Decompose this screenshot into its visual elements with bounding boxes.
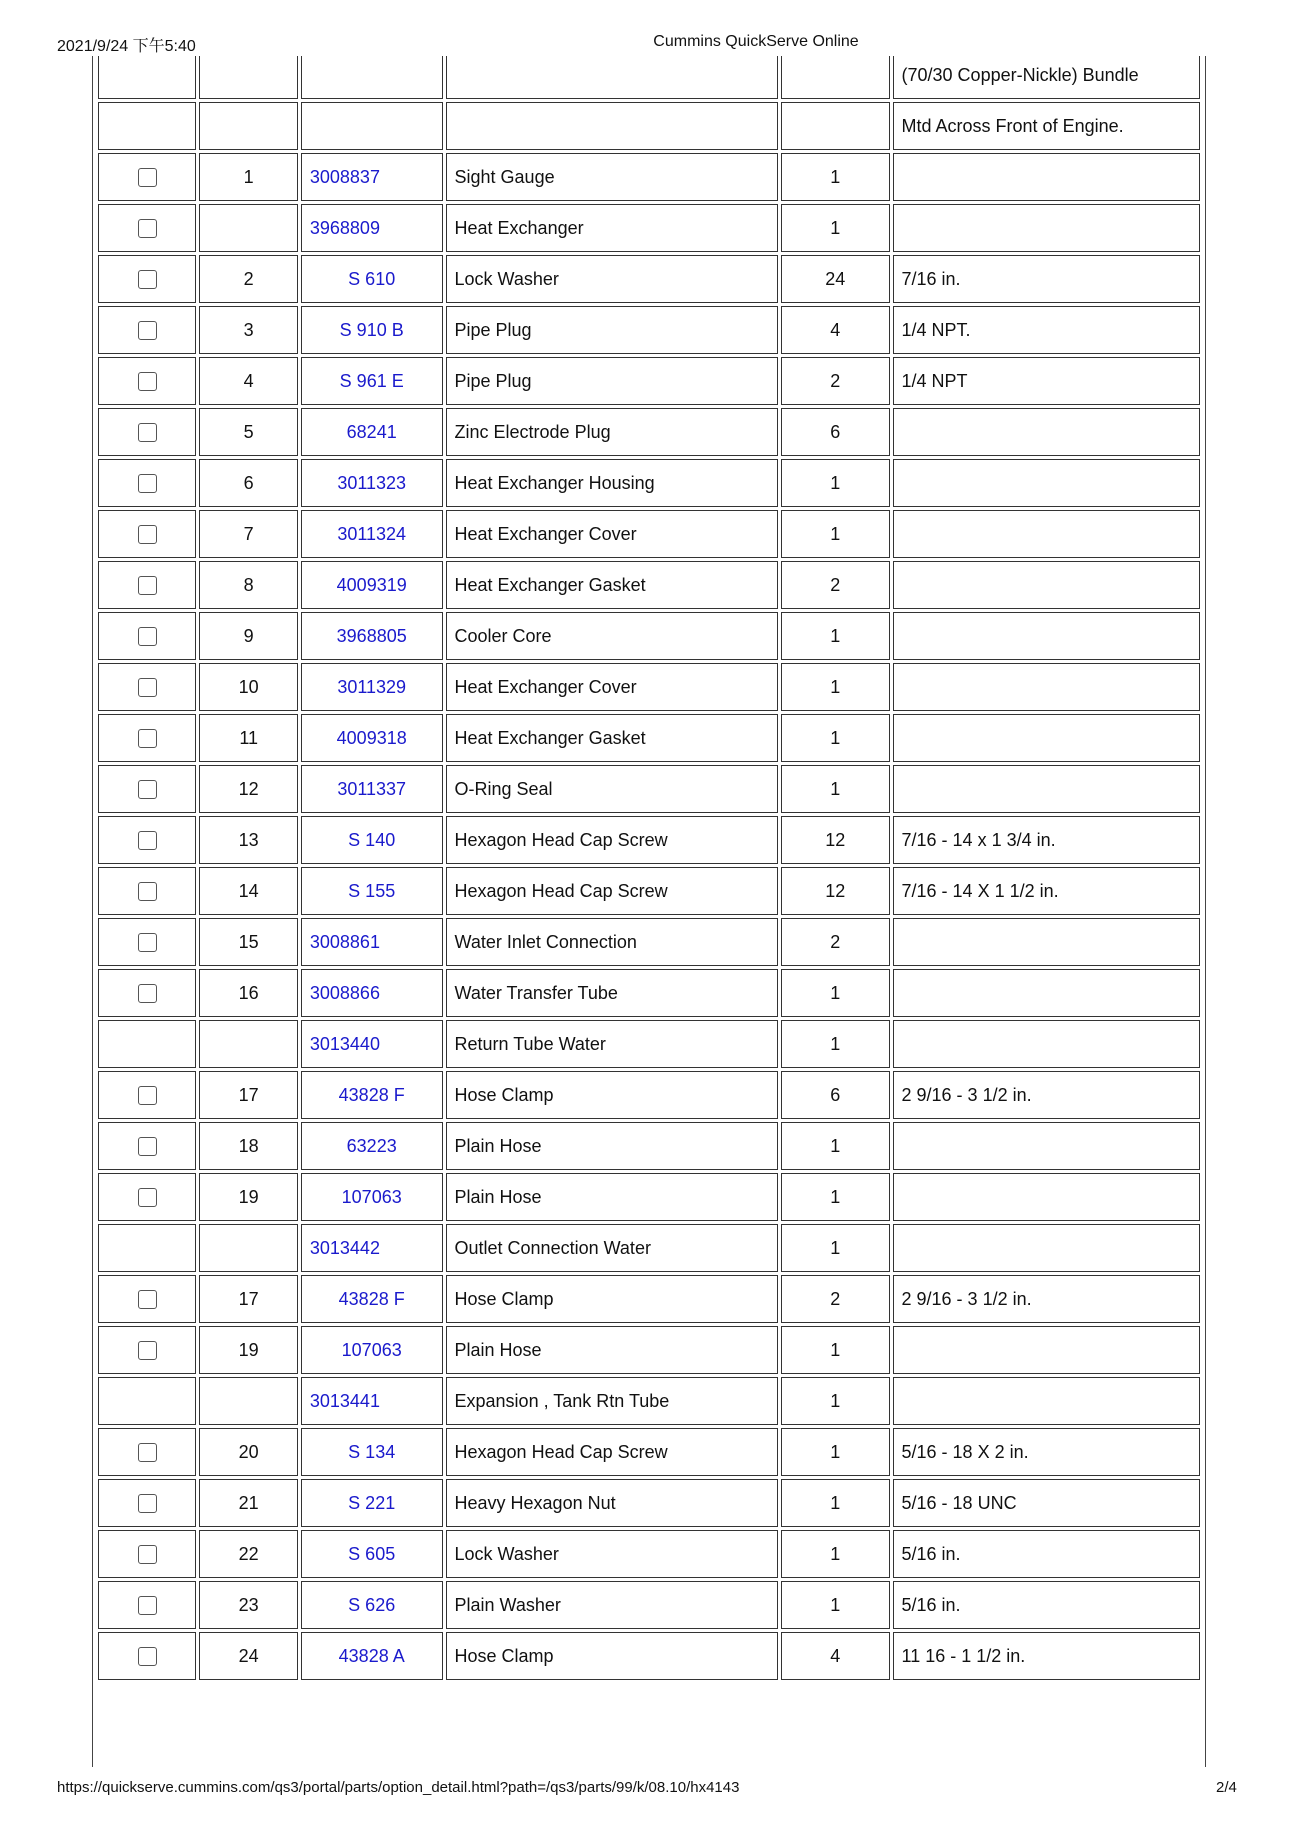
notes (893, 714, 1200, 762)
part-number-link[interactable]: 43828 F (338, 1084, 405, 1105)
ref-number: 10 (199, 663, 297, 711)
quantity: 1 (781, 612, 889, 660)
part-number-link[interactable]: 3013442 (309, 1237, 380, 1258)
part-number-cell (301, 510, 443, 558)
ref-number: 5 (199, 408, 297, 456)
part-name: Hexagon Head Cap Screw (446, 1428, 779, 1476)
ref-number: 7 (199, 510, 297, 558)
select-cell (98, 1173, 196, 1221)
notes (893, 408, 1200, 456)
table-row (98, 1275, 1200, 1323)
part-number-link[interactable]: 3013440 (309, 1033, 380, 1054)
table-row (98, 765, 1200, 813)
select-checkbox[interactable] (138, 1494, 157, 1513)
quantity: 1 (781, 204, 889, 252)
part-number-cell (301, 1326, 443, 1374)
quantity: 1 (781, 1224, 889, 1272)
notes: 7/16 - 14 x 1 3/4 in. (893, 816, 1200, 864)
part-number-link[interactable]: S 221 (348, 1492, 396, 1513)
table-row (98, 1173, 1200, 1221)
table-row (98, 714, 1200, 762)
part-number-cell (301, 1122, 443, 1170)
part-number-cell (301, 1479, 443, 1527)
part-number-cell (301, 1377, 443, 1425)
notes (893, 1377, 1200, 1425)
select-checkbox[interactable] (138, 1443, 157, 1462)
part-number-cell (301, 1071, 443, 1119)
ref-number: 16 (199, 969, 297, 1017)
parts-table (95, 56, 1203, 1683)
part-number-cell (301, 1632, 443, 1680)
notes (893, 153, 1200, 201)
part-number-cell (301, 102, 443, 150)
notes: 5/16 - 18 X 2 in. (893, 1428, 1200, 1476)
select-cell (98, 357, 196, 405)
ref-number: 12 (199, 765, 297, 813)
part-name: Return Tube Water (446, 1020, 779, 1068)
part-name: Water Transfer Tube (446, 969, 779, 1017)
quantity: 1 (781, 663, 889, 711)
select-cell (98, 1122, 196, 1170)
part-number-cell (301, 255, 443, 303)
part-name (446, 56, 779, 99)
notes: 2 9/16 - 3 1/2 in. (893, 1071, 1200, 1119)
select-cell (98, 102, 196, 150)
part-number-link[interactable]: 63223 (346, 1135, 397, 1156)
quantity: 1 (781, 1530, 889, 1578)
ref-number: 20 (199, 1428, 297, 1476)
ref-number: 11 (199, 714, 297, 762)
print-datetime: 2021/9/24 下午5:40 (57, 38, 196, 55)
notes: (70/30 Copper-Nickle) Bundle (893, 56, 1200, 99)
table-row (98, 408, 1200, 456)
select-cell (98, 918, 196, 966)
table-row (98, 1632, 1200, 1680)
select-checkbox[interactable] (138, 1341, 157, 1360)
ref-number: 19 (199, 1326, 297, 1374)
part-number-link[interactable]: 3013441 (309, 1390, 380, 1411)
select-cell (98, 1479, 196, 1527)
table-row (98, 1071, 1200, 1119)
quantity: 1 (781, 765, 889, 813)
quantity: 2 (781, 1275, 889, 1323)
part-number-cell (301, 1428, 443, 1476)
ref-number: 8 (199, 561, 297, 609)
select-cell (98, 306, 196, 354)
select-cell (98, 663, 196, 711)
notes (893, 1224, 1200, 1272)
select-cell (98, 408, 196, 456)
select-cell (98, 969, 196, 1017)
part-name (446, 102, 779, 150)
part-number-link[interactable]: 3008866 (309, 982, 380, 1003)
notes: Mtd Across Front of Engine. (893, 102, 1200, 150)
notes (893, 1173, 1200, 1221)
part-name: Plain Hose (446, 1122, 779, 1170)
part-name: Sight Gauge (446, 153, 779, 201)
ref-number: 18 (199, 1122, 297, 1170)
part-number-cell (301, 56, 443, 99)
part-name: Hose Clamp (446, 1632, 779, 1680)
notes (893, 765, 1200, 813)
select-checkbox[interactable] (138, 1290, 157, 1309)
part-number-link[interactable]: 43828 A (338, 1645, 405, 1666)
part-number-link[interactable]: 43828 F (338, 1288, 405, 1309)
ref-number: 13 (199, 816, 297, 864)
part-name: Plain Hose (446, 1326, 779, 1374)
table-row (98, 306, 1200, 354)
notes (893, 510, 1200, 558)
select-checkbox[interactable] (138, 1086, 157, 1105)
table-row (98, 1377, 1200, 1425)
part-name: Heat Exchanger Gasket (446, 561, 779, 609)
select-cell (98, 867, 196, 915)
select-cell (98, 1581, 196, 1629)
select-checkbox[interactable] (138, 474, 157, 493)
ref-number (199, 1020, 297, 1068)
select-cell (98, 1326, 196, 1374)
select-cell (98, 56, 196, 99)
ref-number: 17 (199, 1275, 297, 1323)
part-number-link[interactable]: 3011329 (337, 676, 407, 697)
quantity: 1 (781, 1581, 889, 1629)
part-number-link[interactable]: S 155 (348, 880, 396, 901)
ref-number: 15 (199, 918, 297, 966)
page-number: 2/4 (1216, 1779, 1237, 1796)
select-cell (98, 1071, 196, 1119)
part-name: Cooler Core (446, 612, 779, 660)
part-name: Plain Hose (446, 1173, 779, 1221)
notes: 5/16 in. (893, 1530, 1200, 1578)
select-checkbox[interactable] (138, 678, 157, 697)
part-name: Hexagon Head Cap Screw (446, 867, 779, 915)
part-number-cell (301, 561, 443, 609)
select-checkbox[interactable] (138, 1188, 157, 1207)
part-number-link[interactable]: 3008861 (309, 931, 380, 952)
table-row (98, 1122, 1200, 1170)
select-cell (98, 1428, 196, 1476)
part-number-link[interactable]: 3011337 (337, 778, 407, 799)
part-name: Zinc Electrode Plug (446, 408, 779, 456)
table-row (98, 1530, 1200, 1578)
part-number-cell (301, 714, 443, 762)
ref-number: 23 (199, 1581, 297, 1629)
part-name: Heat Exchanger Cover (446, 663, 779, 711)
select-checkbox[interactable] (138, 525, 157, 544)
part-number-cell (301, 357, 443, 405)
select-cell (98, 1224, 196, 1272)
part-number-cell (301, 153, 443, 201)
notes (893, 204, 1200, 252)
part-name: Water Inlet Connection (446, 918, 779, 966)
ref-number (199, 204, 297, 252)
select-checkbox[interactable] (138, 423, 157, 442)
quantity: 1 (781, 1173, 889, 1221)
part-name: Heat Exchanger Gasket (446, 714, 779, 762)
select-checkbox[interactable] (138, 882, 157, 901)
quantity (781, 102, 889, 150)
quantity: 1 (781, 1428, 889, 1476)
quantity: 1 (781, 1377, 889, 1425)
part-name: Plain Washer (446, 1581, 779, 1629)
table-row (98, 612, 1200, 660)
notes (893, 1326, 1200, 1374)
quantity: 1 (781, 1326, 889, 1374)
parts-table-container (92, 56, 1206, 1767)
notes (893, 663, 1200, 711)
quantity: 24 (781, 255, 889, 303)
select-checkbox[interactable] (138, 831, 157, 850)
part-name: Expansion , Tank Rtn Tube (446, 1377, 779, 1425)
part-name: Heat Exchanger Cover (446, 510, 779, 558)
part-number-cell (301, 459, 443, 507)
select-checkbox[interactable] (138, 219, 157, 238)
table-row (98, 459, 1200, 507)
part-number-link[interactable]: 107063 (341, 1339, 402, 1360)
table-row (98, 816, 1200, 864)
part-number-cell (301, 1581, 443, 1629)
part-number-link[interactable]: S 134 (348, 1441, 396, 1462)
ref-number: 17 (199, 1071, 297, 1119)
part-number-link[interactable]: 4009319 (336, 574, 407, 595)
part-number-cell (301, 612, 443, 660)
select-cell (98, 765, 196, 813)
part-name: Pipe Plug (446, 357, 779, 405)
quantity: 2 (781, 918, 889, 966)
ref-number: 24 (199, 1632, 297, 1680)
notes: 1/4 NPT (893, 357, 1200, 405)
part-name: Pipe Plug (446, 306, 779, 354)
part-number-link[interactable]: S 910 B (339, 319, 404, 340)
quantity: 12 (781, 816, 889, 864)
table-row (98, 56, 1200, 99)
part-number-cell (301, 204, 443, 252)
quantity: 4 (781, 306, 889, 354)
select-cell (98, 714, 196, 762)
table-row (98, 561, 1200, 609)
select-cell (98, 1632, 196, 1680)
notes (893, 612, 1200, 660)
quantity: 2 (781, 357, 889, 405)
notes: 5/16 - 18 UNC (893, 1479, 1200, 1527)
ref-number: 9 (199, 612, 297, 660)
ref-number (199, 56, 297, 99)
select-cell (98, 1020, 196, 1068)
select-checkbox[interactable] (138, 168, 157, 187)
part-number-link[interactable]: 3011323 (337, 472, 407, 493)
table-row (98, 153, 1200, 201)
part-number-link[interactable]: S 140 (348, 829, 396, 850)
table-row (98, 663, 1200, 711)
quantity: 4 (781, 1632, 889, 1680)
table-row (98, 1479, 1200, 1527)
part-name: Heat Exchanger (446, 204, 779, 252)
ref-number: 22 (199, 1530, 297, 1578)
select-cell (98, 561, 196, 609)
part-number-cell (301, 306, 443, 354)
ref-number: 1 (199, 153, 297, 201)
quantity (781, 56, 889, 99)
part-name: O-Ring Seal (446, 765, 779, 813)
notes (893, 459, 1200, 507)
part-number-cell (301, 1275, 443, 1323)
ref-number (199, 1224, 297, 1272)
select-cell (98, 204, 196, 252)
select-cell (98, 1377, 196, 1425)
part-number-cell (301, 816, 443, 864)
quantity: 1 (781, 459, 889, 507)
table-row (98, 1581, 1200, 1629)
table-row (98, 1428, 1200, 1476)
table-row (98, 357, 1200, 405)
quantity: 1 (781, 1122, 889, 1170)
part-number-cell (301, 918, 443, 966)
notes (893, 1122, 1200, 1170)
ref-number: 6 (199, 459, 297, 507)
part-name: Outlet Connection Water (446, 1224, 779, 1272)
notes: 11 16 - 1 1/2 in. (893, 1632, 1200, 1680)
select-checkbox[interactable] (138, 321, 157, 340)
select-cell (98, 612, 196, 660)
ref-number: 19 (199, 1173, 297, 1221)
select-checkbox[interactable] (138, 627, 157, 646)
part-name: Heat Exchanger Housing (446, 459, 779, 507)
part-number-cell (301, 663, 443, 711)
select-checkbox[interactable] (138, 576, 157, 595)
table-row (98, 1326, 1200, 1374)
page-title: Cummins QuickServe Online (653, 33, 859, 50)
part-number-link[interactable]: S 605 (348, 1543, 396, 1564)
quantity: 6 (781, 408, 889, 456)
select-cell (98, 153, 196, 201)
quantity: 2 (781, 561, 889, 609)
table-row (98, 102, 1200, 150)
select-checkbox[interactable] (138, 1647, 157, 1666)
select-checkbox[interactable] (138, 780, 157, 799)
notes (893, 969, 1200, 1017)
select-checkbox[interactable] (138, 729, 157, 748)
notes (893, 918, 1200, 966)
part-number-cell (301, 867, 443, 915)
part-name: Hexagon Head Cap Screw (446, 816, 779, 864)
notes: 7/16 in. (893, 255, 1200, 303)
part-number-link[interactable]: S 626 (348, 1594, 396, 1615)
quantity: 1 (781, 714, 889, 762)
part-number-link[interactable]: 3008837 (309, 166, 380, 187)
part-number-cell (301, 765, 443, 813)
ref-number: 4 (199, 357, 297, 405)
table-row (98, 1224, 1200, 1272)
part-name: Hose Clamp (446, 1071, 779, 1119)
notes: 1/4 NPT. (893, 306, 1200, 354)
select-checkbox[interactable] (138, 1137, 157, 1156)
quantity: 1 (781, 1020, 889, 1068)
part-name: Hose Clamp (446, 1275, 779, 1323)
page-url: https://quickserve.cummins.com/qs3/portal/parts/option_detail.html?path=/qs3/parts/99/k/08.10/hx4143 (57, 1779, 740, 1796)
part-number-link[interactable]: 3968809 (309, 217, 380, 238)
select-checkbox[interactable] (138, 372, 157, 391)
notes: 5/16 in. (893, 1581, 1200, 1629)
quantity: 1 (781, 153, 889, 201)
ref-number (199, 1377, 297, 1425)
part-number-cell (301, 1173, 443, 1221)
ref-number: 2 (199, 255, 297, 303)
ref-number (199, 102, 297, 150)
table-row (98, 204, 1200, 252)
table-row (98, 867, 1200, 915)
select-cell (98, 1275, 196, 1323)
quantity: 1 (781, 1479, 889, 1527)
notes (893, 561, 1200, 609)
part-number-cell (301, 1224, 443, 1272)
ref-number: 21 (199, 1479, 297, 1527)
part-number-cell (301, 969, 443, 1017)
select-cell (98, 1530, 196, 1578)
quantity: 1 (781, 510, 889, 558)
table-row (98, 510, 1200, 558)
table-row (98, 969, 1200, 1017)
part-name: Lock Washer (446, 1530, 779, 1578)
select-cell (98, 510, 196, 558)
part-number-link[interactable]: 3011324 (337, 523, 407, 544)
select-checkbox[interactable] (138, 1596, 157, 1615)
part-name: Lock Washer (446, 255, 779, 303)
part-name: Heavy Hexagon Nut (446, 1479, 779, 1527)
part-number-cell (301, 1530, 443, 1578)
part-number-link[interactable]: 3968805 (336, 625, 407, 646)
quantity: 1 (781, 969, 889, 1017)
quantity: 12 (781, 867, 889, 915)
part-number-link[interactable]: 4009318 (336, 727, 407, 748)
select-checkbox[interactable] (138, 270, 157, 289)
select-cell (98, 816, 196, 864)
table-row (98, 255, 1200, 303)
notes: 7/16 - 14 X 1 1/2 in. (893, 867, 1200, 915)
ref-number: 3 (199, 306, 297, 354)
quantity: 6 (781, 1071, 889, 1119)
part-number-link[interactable]: 68241 (346, 421, 397, 442)
ref-number: 14 (199, 867, 297, 915)
part-number-cell (301, 1020, 443, 1068)
select-cell (98, 459, 196, 507)
select-cell (98, 255, 196, 303)
part-number-link[interactable]: S 961 E (339, 370, 404, 391)
part-number-link[interactable]: S 610 (348, 268, 396, 289)
table-row (98, 1020, 1200, 1068)
select-checkbox[interactable] (138, 984, 157, 1003)
select-checkbox[interactable] (138, 1545, 157, 1564)
table-row (98, 918, 1200, 966)
part-number-link[interactable]: 107063 (341, 1186, 402, 1207)
notes (893, 1020, 1200, 1068)
notes: 2 9/16 - 3 1/2 in. (893, 1275, 1200, 1323)
select-checkbox[interactable] (138, 933, 157, 952)
part-number-cell (301, 408, 443, 456)
